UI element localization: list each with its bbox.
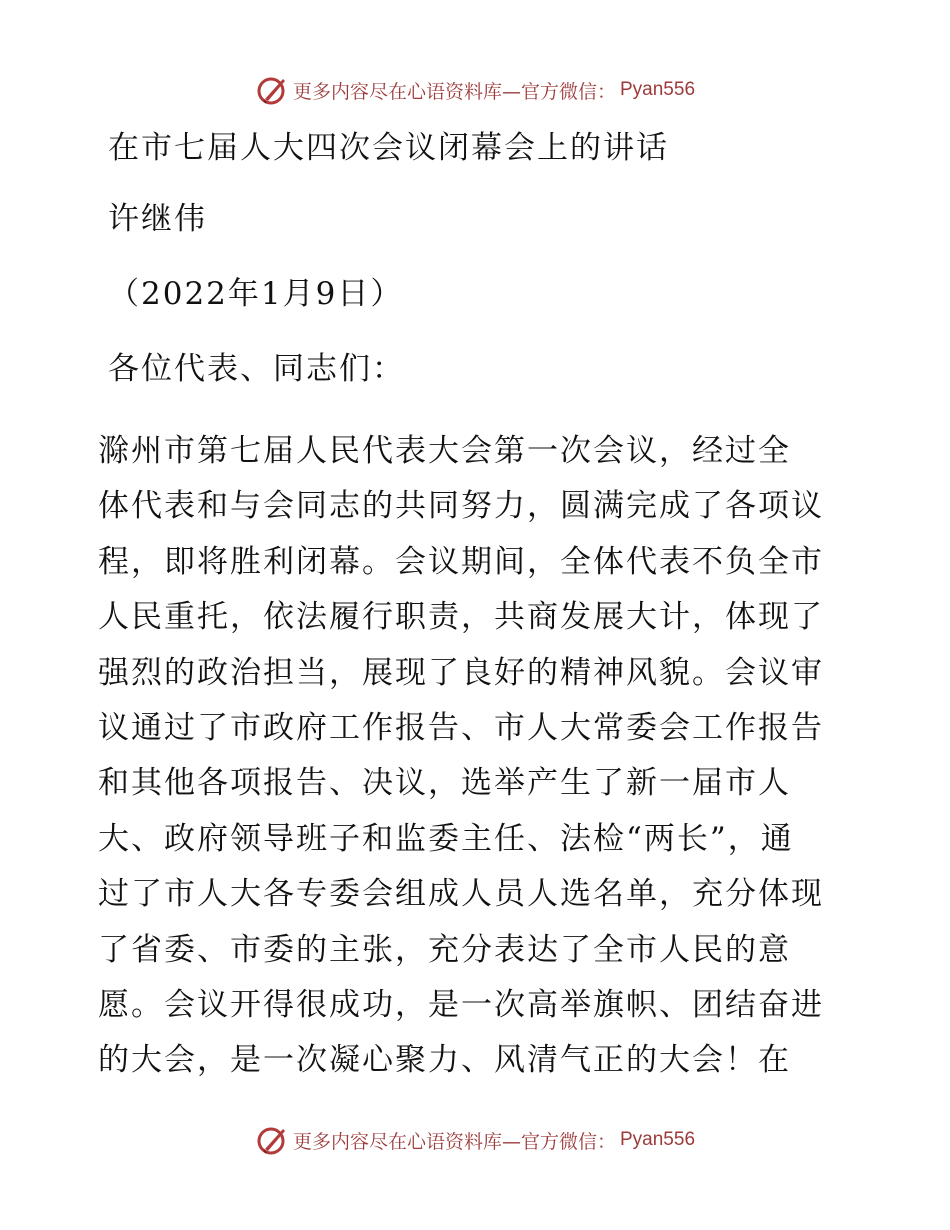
- document-date: （2022年1月9日）: [108, 276, 404, 312]
- body-line: 程，即将胜利闭幕。会议期间，全体代表不负全市: [98, 543, 824, 580]
- body-line: 大、政府领导班子和监委主任、法检“两长”，通: [98, 820, 794, 857]
- watermark-text: 更多内容尽在心语资料库—官方微信：: [292, 80, 616, 103]
- body-line: 的大会，是一次凝心聚力、风清气正的大会！在: [98, 1042, 791, 1079]
- body-line: 滁州市第七届人民代表大会第一次会议，经过全: [98, 433, 791, 469]
- body-line: 议通过了市政府工作报告、市人大常委会工作报告: [98, 709, 824, 746]
- body-line: 了省委、市委的主张，充分表达了全市人民的意: [98, 931, 791, 968]
- watermark-text: 更多内容尽在心语资料库—官方微信：: [292, 1130, 616, 1153]
- document-title: 在市七届人大四次会议闭幕会上的讲话: [108, 130, 669, 166]
- quill-logo-icon: [255, 73, 289, 107]
- watermark-wechat-id: Pyan556: [620, 1129, 696, 1150]
- watermark-footer: [0, 1120, 950, 1160]
- body-line: 过了市人大各专委会组成人员人选名单，充分体现: [98, 876, 824, 913]
- watermark-wechat-id: Pyan556: [620, 79, 696, 100]
- body-line: 体代表和与会同志的共同努力，圆满完成了各项议: [98, 488, 824, 525]
- body-line: 愿。会议开得很成功，是一次高举旗帜、团结奋进: [98, 986, 824, 1023]
- body-line: 和其他各项报告、决议，选举产生了新一届市人: [98, 765, 791, 802]
- document-greeting: 各位代表、同志们：: [108, 351, 405, 387]
- document-author: 许继伟: [108, 201, 207, 237]
- watermark-header: [0, 70, 950, 110]
- body-line: 人民重托，依法履行职责，共商发展大计，体现了: [98, 599, 824, 636]
- document-body: [98, 424, 850, 1089]
- quill-logo-icon: [255, 1123, 289, 1157]
- body-line: 强烈的政治担当，展现了良好的精神风貌。会议审: [98, 654, 824, 691]
